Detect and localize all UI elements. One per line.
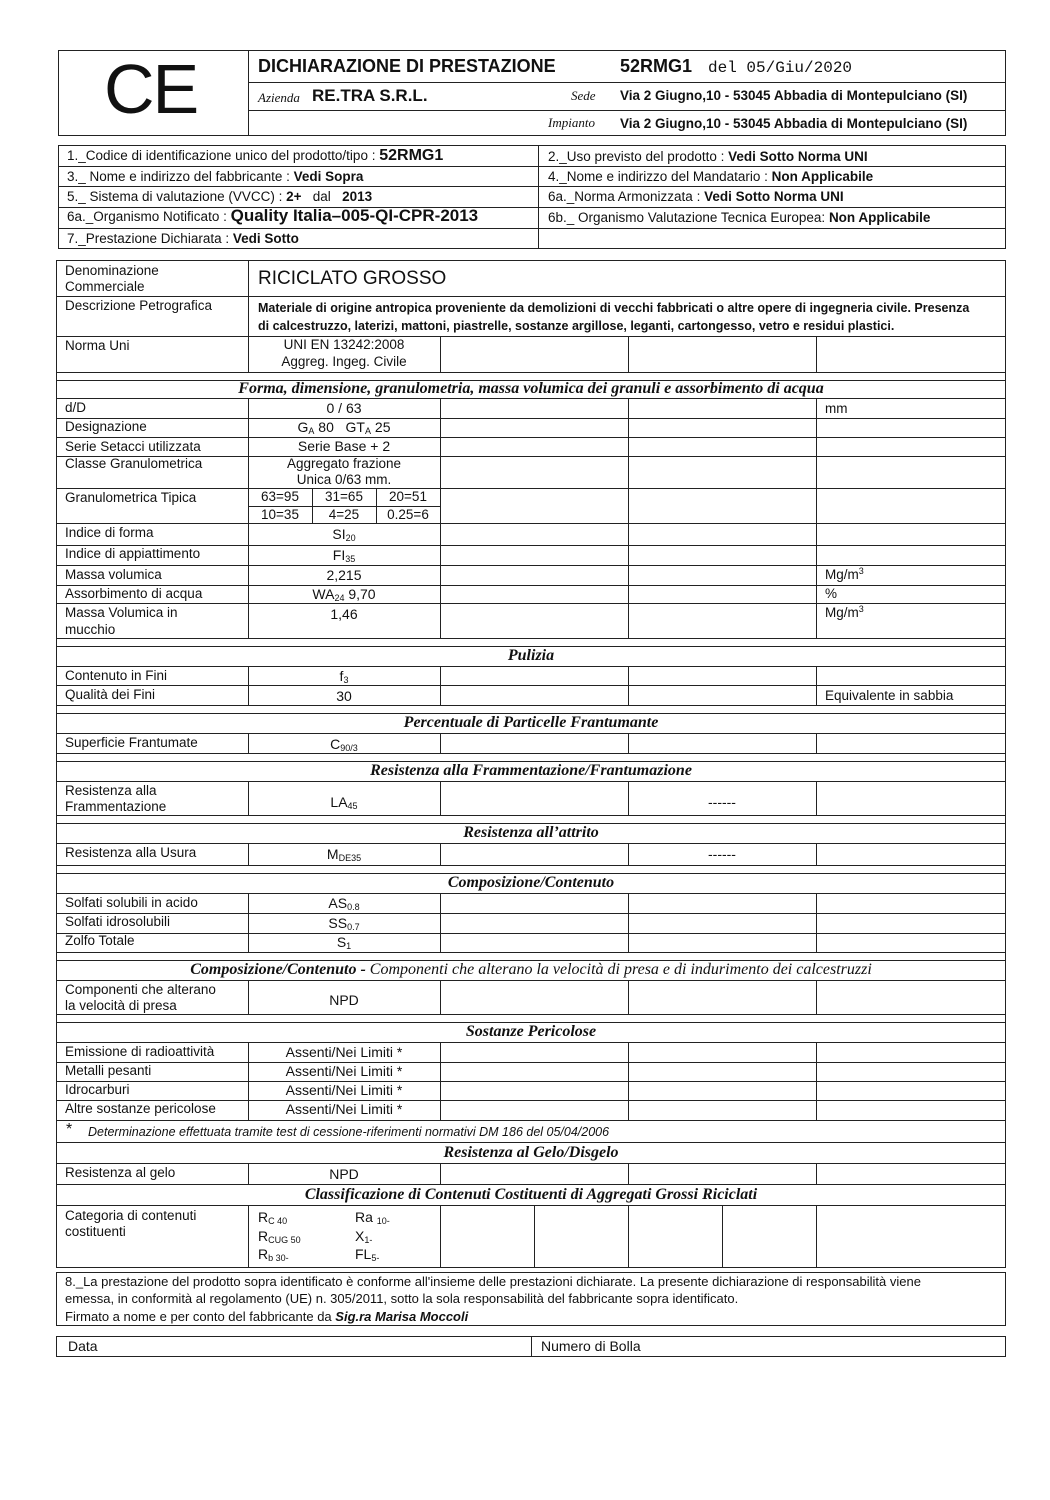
azienda-value: RE.TRA S.R.L. bbox=[312, 86, 428, 105]
col-line bbox=[816, 666, 817, 705]
col-line bbox=[440, 980, 441, 1014]
organismo-label: 6a._Organismo Notificato : bbox=[67, 209, 227, 224]
valutazione-value: Non Applicabile bbox=[828, 210, 931, 225]
sostanze-row-value: Assenti/Nei Limiti * bbox=[285, 1063, 403, 1079]
mucchio-label-2: mucchio bbox=[65, 622, 116, 637]
zolfo-sub: 1 bbox=[346, 941, 352, 951]
col-line bbox=[816, 843, 817, 865]
sostanze-row-value: Assenti/Nei Limiti * bbox=[285, 1044, 403, 1060]
col-line bbox=[440, 336, 441, 372]
info-row-5 bbox=[67, 231, 299, 247]
sostanze-row-label: Metalli pesanti bbox=[65, 1063, 152, 1078]
row-line bbox=[56, 1062, 1006, 1063]
col-line bbox=[440, 1163, 441, 1184]
row-line bbox=[56, 1142, 1006, 1143]
dal-label: dal bbox=[312, 189, 331, 204]
info-row-1b bbox=[548, 149, 868, 165]
row-line bbox=[56, 913, 1006, 914]
fabbricante-label: 3._ Nome e indirizzo del fabbricante : bbox=[67, 169, 290, 184]
prestazione-value: Vedi Sotto bbox=[232, 231, 299, 246]
row-line bbox=[56, 1042, 1006, 1043]
col-line bbox=[440, 893, 441, 952]
info-row-4b bbox=[548, 210, 930, 226]
sostanze-row-value: Assenti/Nei Limiti * bbox=[285, 1082, 403, 1098]
sostanze-note: Determinazione effettuata tramite test di cessione-riferimenti normativi DM 186 del 05/04/2006 bbox=[88, 1125, 610, 1139]
col-line bbox=[628, 666, 629, 705]
frammentazione-value bbox=[248, 794, 440, 810]
info-row-2 bbox=[67, 169, 363, 185]
row-line bbox=[56, 638, 1006, 639]
denominazione-value: RICICLATO GROSSO bbox=[258, 268, 447, 289]
info-row-2b bbox=[548, 169, 873, 185]
frantumate-main: C bbox=[330, 736, 341, 752]
impianto-value: Via 2 Giugno,10 - 53045 Abbadia di Montepulciano (SI) bbox=[620, 116, 968, 131]
fini-main: f bbox=[339, 668, 344, 684]
row-line bbox=[56, 437, 1006, 438]
granulo-label: Granulometrica Tipica bbox=[65, 490, 197, 505]
bolla-label: Numero di Bolla bbox=[541, 1338, 641, 1354]
valutazione-label: 6b._ Organismo Valutazione Tecnica Europea: bbox=[548, 210, 826, 225]
uso-label: 2._Uso previsto del prodotto : bbox=[548, 149, 725, 164]
componenti-label-2: la velocità di presa bbox=[65, 998, 177, 1013]
solfati-acido-main: AS bbox=[328, 895, 348, 911]
designazione-gt: GT bbox=[345, 419, 365, 435]
document-date: del 05/Giu/2020 bbox=[708, 59, 853, 77]
dD-label: d/D bbox=[65, 400, 87, 415]
class-x bbox=[355, 1228, 372, 1244]
granulo-cell: 20=51 bbox=[389, 489, 427, 504]
fini-value bbox=[248, 668, 440, 684]
organismo-value: Quality Italia–005-QI-CPR-2013 bbox=[230, 206, 479, 225]
row-line bbox=[56, 1205, 1006, 1206]
solfati-idro-sub: 0.7 bbox=[347, 922, 360, 932]
class-rb-main: R bbox=[258, 1246, 269, 1262]
row-line bbox=[56, 523, 1006, 524]
row-line bbox=[56, 933, 1006, 934]
solfati-acido-sub: 0.8 bbox=[347, 902, 360, 912]
col-line bbox=[628, 1205, 629, 1268]
designazione-label: Designazione bbox=[65, 419, 147, 434]
classificazione-label-1: Categoria di contenuti bbox=[65, 1208, 197, 1223]
class-rc-main: R bbox=[258, 1209, 269, 1225]
solfati-idro-main: SS bbox=[328, 915, 348, 931]
section-composizione: Composizione/Contenuto bbox=[447, 874, 615, 891]
designazione-g: G bbox=[297, 419, 309, 435]
row-line bbox=[56, 705, 1006, 706]
descrizione-label: Descrizione Petrografica bbox=[65, 298, 213, 313]
sostanze-note-star: * bbox=[66, 1121, 73, 1138]
descrizione-line-1: Materiale di origine antropica proveniente da demolizioni di vecchi fabbricati o altre opere di ingegneria civile. Presenza bbox=[258, 301, 970, 315]
massa-unit bbox=[825, 567, 864, 583]
mucchio-value: 1,46 bbox=[330, 606, 358, 622]
info-row-3b bbox=[548, 189, 844, 205]
fini-sub: 3 bbox=[343, 675, 349, 685]
mucchio-label-1: Massa Volumica in bbox=[65, 605, 178, 620]
frantumate-sub: 90/3 bbox=[340, 743, 358, 753]
row-line bbox=[56, 733, 1006, 734]
massa-value: 2,215 bbox=[326, 567, 362, 583]
info-row-1 bbox=[67, 148, 443, 164]
col-line bbox=[628, 336, 629, 372]
massa-unit-sup: 3 bbox=[858, 566, 864, 576]
row-line bbox=[56, 1184, 1006, 1185]
col-line bbox=[534, 1205, 535, 1268]
row-line bbox=[56, 843, 1006, 844]
col-line bbox=[440, 733, 441, 753]
mucchio-unit-sup: 3 bbox=[858, 604, 864, 614]
frantumate-value bbox=[248, 736, 440, 752]
class-rcug-sub: CUG 50 bbox=[268, 1235, 301, 1245]
row-line bbox=[56, 685, 1006, 686]
footer-line-3 bbox=[65, 1309, 468, 1325]
section-resistenza-frammentazione: Resistenza alla Frammentazione/Frantumazione bbox=[370, 762, 692, 779]
data-label: Data bbox=[68, 1338, 98, 1354]
usura-label: Resistenza alla Usura bbox=[65, 845, 197, 860]
class-fl-main: FL bbox=[355, 1246, 372, 1262]
section-sostanze: Sostanze Pericolose bbox=[465, 1023, 597, 1040]
col-line bbox=[816, 1205, 817, 1268]
frantumate-label: Superficie Frantumate bbox=[65, 735, 198, 750]
descrizione-line-2: di calcestruzzo, laterizi, mattoni, piastrelle, sostanze argillose, leganti, cartongesso, vetro e residui plastici. bbox=[258, 319, 895, 333]
col-line bbox=[628, 398, 629, 638]
col-line bbox=[440, 666, 441, 705]
indice-app-label: Indice di appiattimento bbox=[65, 546, 201, 561]
usura-main: M bbox=[326, 846, 339, 862]
classe-value-1: Aggregato frazione bbox=[286, 456, 402, 471]
class-ra-sub: 10- bbox=[376, 1216, 390, 1226]
assorb-main: WA bbox=[312, 586, 335, 602]
class-rb-sub: b 30- bbox=[268, 1253, 289, 1263]
frammentazione-label-2: Frammentazione bbox=[65, 799, 167, 814]
solfati-acido-value bbox=[248, 895, 440, 911]
row-line bbox=[56, 666, 1006, 667]
col-line bbox=[440, 1205, 441, 1268]
header-line-2 bbox=[248, 110, 1006, 111]
serie-label: Serie Setacci utilizzata bbox=[65, 439, 201, 454]
col-line bbox=[816, 336, 817, 372]
row-line bbox=[56, 893, 1006, 894]
dD-value: 0 / 63 bbox=[326, 400, 362, 416]
granulo-cell: 4=25 bbox=[328, 507, 360, 522]
row-line bbox=[56, 865, 1006, 866]
section-classificazione: Classificazione di Contenuti Costituenti di Aggregati Grossi Riciclati bbox=[304, 1186, 758, 1203]
row-line bbox=[56, 952, 1006, 953]
granulo-cell: 31=65 bbox=[325, 489, 363, 504]
qualita-unit: Equivalente in sabbia bbox=[825, 688, 954, 703]
granulo-cell: 63=95 bbox=[261, 489, 299, 504]
codice-value: 52RMG1 bbox=[379, 147, 444, 164]
col-line bbox=[440, 781, 441, 815]
assorb-number: 9,70 bbox=[348, 586, 376, 602]
gelo-value: NPD bbox=[329, 1166, 359, 1182]
row-line bbox=[56, 1120, 1006, 1121]
header-line-1 bbox=[248, 82, 1006, 83]
usura-dash: ------ bbox=[708, 846, 736, 862]
sostanze-row-value: Assenti/Nei Limiti * bbox=[285, 1101, 403, 1117]
section-pulizia: Pulizia bbox=[507, 647, 555, 664]
designazione-gt-value: 25 bbox=[374, 419, 391, 435]
fabbricante-value: Vedi Sopra bbox=[293, 169, 364, 184]
sostanze-row-label: Altre sostanze pericolose bbox=[65, 1101, 216, 1116]
dD-unit: mm bbox=[825, 401, 848, 416]
section-forma: Forma, dimensione, granulometria, massa volumica dei granuli e assorbimento di acqua bbox=[238, 380, 824, 397]
massa-unit-text: Mg/m bbox=[825, 567, 859, 582]
sistema-label: 5._ Sistema di valutazione (VVCC) : bbox=[67, 189, 283, 204]
designazione-g-value: 80 bbox=[318, 419, 334, 435]
col-line bbox=[440, 1042, 441, 1120]
col-line bbox=[816, 398, 817, 638]
assorb-value bbox=[248, 586, 440, 602]
impianto-label: Impianto bbox=[548, 115, 595, 130]
norma-armonizzata-label: 6a._Norma Armonizzata : bbox=[548, 189, 701, 204]
col-line bbox=[722, 1205, 723, 1268]
designazione-value bbox=[248, 419, 440, 435]
mucchio-unit-text: Mg/m bbox=[825, 605, 859, 620]
codice-label: 1._Codice di identificazione unico del prodotto/tipo : bbox=[67, 148, 376, 163]
indice-forma-value bbox=[248, 526, 440, 542]
document-code: 52RMG1 bbox=[620, 56, 693, 76]
data-bolla-divider bbox=[531, 1336, 532, 1357]
frammentazione-main: LA bbox=[330, 794, 348, 810]
usura-value bbox=[248, 846, 440, 862]
mucchio-unit bbox=[825, 605, 864, 621]
mandatario-value: Non Applicabile bbox=[771, 169, 874, 184]
classificazione-label-2: costituenti bbox=[65, 1224, 126, 1239]
info-line bbox=[58, 166, 1006, 167]
info-line bbox=[58, 228, 1006, 229]
section-percentuale: Percentuale di Particelle Frantumante bbox=[403, 714, 659, 731]
footer-line-2: emessa, in conformità al regolamento (UE) n. 305/2011, sotto la sola responsabilità del fabbricante sopra identificato. bbox=[65, 1291, 739, 1306]
section-gelo: Resistenza al Gelo/Disgelo bbox=[443, 1144, 619, 1161]
assorb-label: Assorbimento di acqua bbox=[65, 586, 203, 601]
indice-forma-sub: 20 bbox=[345, 533, 356, 543]
col-line bbox=[816, 893, 817, 952]
zolfo-main: S bbox=[336, 934, 347, 950]
prestazione-label: 7._Prestazione Dichiarata : bbox=[67, 231, 230, 246]
ce-logo: CE bbox=[104, 50, 198, 128]
info-line bbox=[58, 186, 1006, 187]
class-rcug bbox=[258, 1228, 301, 1244]
class-x-sub: 1- bbox=[364, 1235, 373, 1245]
row-line bbox=[56, 372, 1006, 373]
section-componenti-rest: Componenti che alterano la velocità di presa e di indurimento dei calcestruzzi bbox=[369, 961, 872, 978]
massa-label: Massa volumica bbox=[65, 567, 162, 582]
col-line bbox=[816, 980, 817, 1014]
indice-app-sub: 35 bbox=[345, 554, 356, 564]
granulo-cell: 10=35 bbox=[261, 507, 299, 522]
indice-forma-label: Indice di forma bbox=[65, 525, 154, 540]
assorb-sub: 24 bbox=[334, 593, 345, 603]
info-row-4 bbox=[67, 208, 478, 225]
norma-label: Norma Uni bbox=[65, 338, 130, 353]
row-line bbox=[56, 980, 1006, 981]
row-line bbox=[56, 1081, 1006, 1082]
footer-signer-name: Sig.ra Marisa Moccoli bbox=[335, 1309, 469, 1324]
zolfo-value bbox=[248, 934, 440, 950]
info-divider bbox=[538, 145, 539, 249]
class-fl-sub: 5- bbox=[371, 1253, 380, 1263]
componenti-value: NPD bbox=[329, 992, 359, 1008]
solfati-idro-value bbox=[248, 915, 440, 931]
class-ra bbox=[355, 1209, 390, 1225]
row-line bbox=[56, 418, 1006, 419]
row-line bbox=[56, 398, 1006, 399]
assorb-unit: % bbox=[825, 586, 838, 601]
norma-armonizzata-value: Vedi Sotto Norma UNI bbox=[704, 189, 844, 204]
fini-label: Contenuto in Fini bbox=[65, 668, 168, 683]
col-line bbox=[628, 1163, 629, 1184]
sede-label: Sede bbox=[571, 88, 596, 103]
row-line bbox=[56, 1163, 1006, 1164]
class-rc-sub: C 40 bbox=[268, 1216, 288, 1226]
section-componenti-bold: Composizione/Contenuto - bbox=[190, 961, 366, 978]
classe-label: Classe Granulometrica bbox=[65, 456, 203, 471]
uso-value: Vedi Sotto Norma UNI bbox=[728, 149, 868, 164]
col-line bbox=[816, 781, 817, 815]
serie-value: Serie Base + 2 bbox=[297, 438, 391, 454]
solfati-idro-label: Solfati idrosolubili bbox=[65, 914, 171, 929]
row-line bbox=[56, 1014, 1006, 1015]
row-line bbox=[56, 781, 1006, 782]
class-rb bbox=[258, 1246, 289, 1262]
class-x-main: X bbox=[355, 1228, 365, 1244]
frammentazione-label-1: Resistenza alla bbox=[65, 783, 157, 798]
row-line bbox=[56, 815, 1006, 816]
mandatario-label: 4._Nome e indirizzo del Mandatario : bbox=[548, 169, 768, 184]
col-line bbox=[628, 893, 629, 952]
info-row-3 bbox=[67, 189, 372, 205]
col-line bbox=[816, 1042, 817, 1120]
document-title: DICHIARAZIONE DI PRESTAZIONE bbox=[258, 56, 556, 76]
class-rc bbox=[258, 1209, 287, 1225]
dal-year: 2013 bbox=[342, 189, 373, 204]
denominazione-label-2: Commerciale bbox=[65, 279, 145, 294]
indice-forma-main: SI bbox=[332, 526, 346, 542]
col-line bbox=[628, 733, 629, 753]
col-line bbox=[440, 398, 441, 638]
gelo-label: Resistenza al gelo bbox=[65, 1165, 176, 1180]
header-divider bbox=[248, 50, 249, 136]
azienda-label: Azienda bbox=[258, 90, 300, 105]
row-line bbox=[56, 488, 1006, 489]
usura-sub: DE35 bbox=[338, 853, 362, 863]
designazione-gt-sub: A bbox=[365, 426, 372, 436]
sistema-value: 2+ bbox=[286, 189, 302, 204]
class-fl bbox=[355, 1246, 379, 1262]
class-ra-main: Ra bbox=[355, 1209, 373, 1225]
row-line bbox=[56, 296, 1006, 297]
col-line bbox=[248, 1205, 249, 1268]
norma-value-2: Aggreg. Ingeg. Civile bbox=[281, 354, 407, 369]
col-line bbox=[628, 1042, 629, 1120]
section-componenti bbox=[56, 961, 1006, 979]
col-line bbox=[816, 1163, 817, 1184]
sostanze-row-label: Idrocarburi bbox=[65, 1082, 130, 1097]
class-rcug-main: R bbox=[258, 1228, 269, 1244]
solfati-acido-label: Solfati solubili in acido bbox=[65, 895, 198, 910]
norma-value-1: UNI EN 13242:2008 bbox=[283, 337, 405, 352]
componenti-label-1: Componenti che alterano bbox=[65, 982, 216, 997]
footer-signed-by: Firmato a nome e per conto del fabbricante da bbox=[65, 1309, 332, 1324]
col-line bbox=[628, 980, 629, 1014]
col-line bbox=[816, 733, 817, 753]
granulo-cell: 0.25=6 bbox=[387, 507, 429, 522]
denominazione-label-1: Denominazione bbox=[65, 263, 159, 278]
qualita-value: 30 bbox=[336, 688, 352, 704]
sostanze-row-label: Emissione di radioattività bbox=[65, 1044, 215, 1059]
frammentazione-sub: 45 bbox=[347, 801, 358, 811]
col-line bbox=[440, 843, 441, 865]
qualita-label: Qualità dei Fini bbox=[65, 687, 156, 702]
section-attrito: Resistenza all’attrito bbox=[463, 824, 599, 841]
zolfo-label: Zolfo Totale bbox=[65, 933, 135, 948]
indice-app-main: FI bbox=[332, 547, 346, 563]
row-line bbox=[56, 336, 1006, 337]
designazione-g-sub: A bbox=[308, 426, 315, 436]
sede-value: Via 2 Giugno,10 - 53045 Abbadia di Montepulciano (SI) bbox=[620, 88, 968, 103]
classe-value-2: Unica 0/63 mm. bbox=[296, 472, 392, 487]
indice-app-value bbox=[248, 547, 440, 563]
row-line bbox=[56, 753, 1006, 754]
footer-line-1: 8._La prestazione del prodotto sopra identificato è conforme all'insieme delle prestazioni dichiarate. La presente dichiarazione di responsabilità viene bbox=[65, 1274, 921, 1289]
frammentazione-dash: ------ bbox=[708, 794, 736, 810]
